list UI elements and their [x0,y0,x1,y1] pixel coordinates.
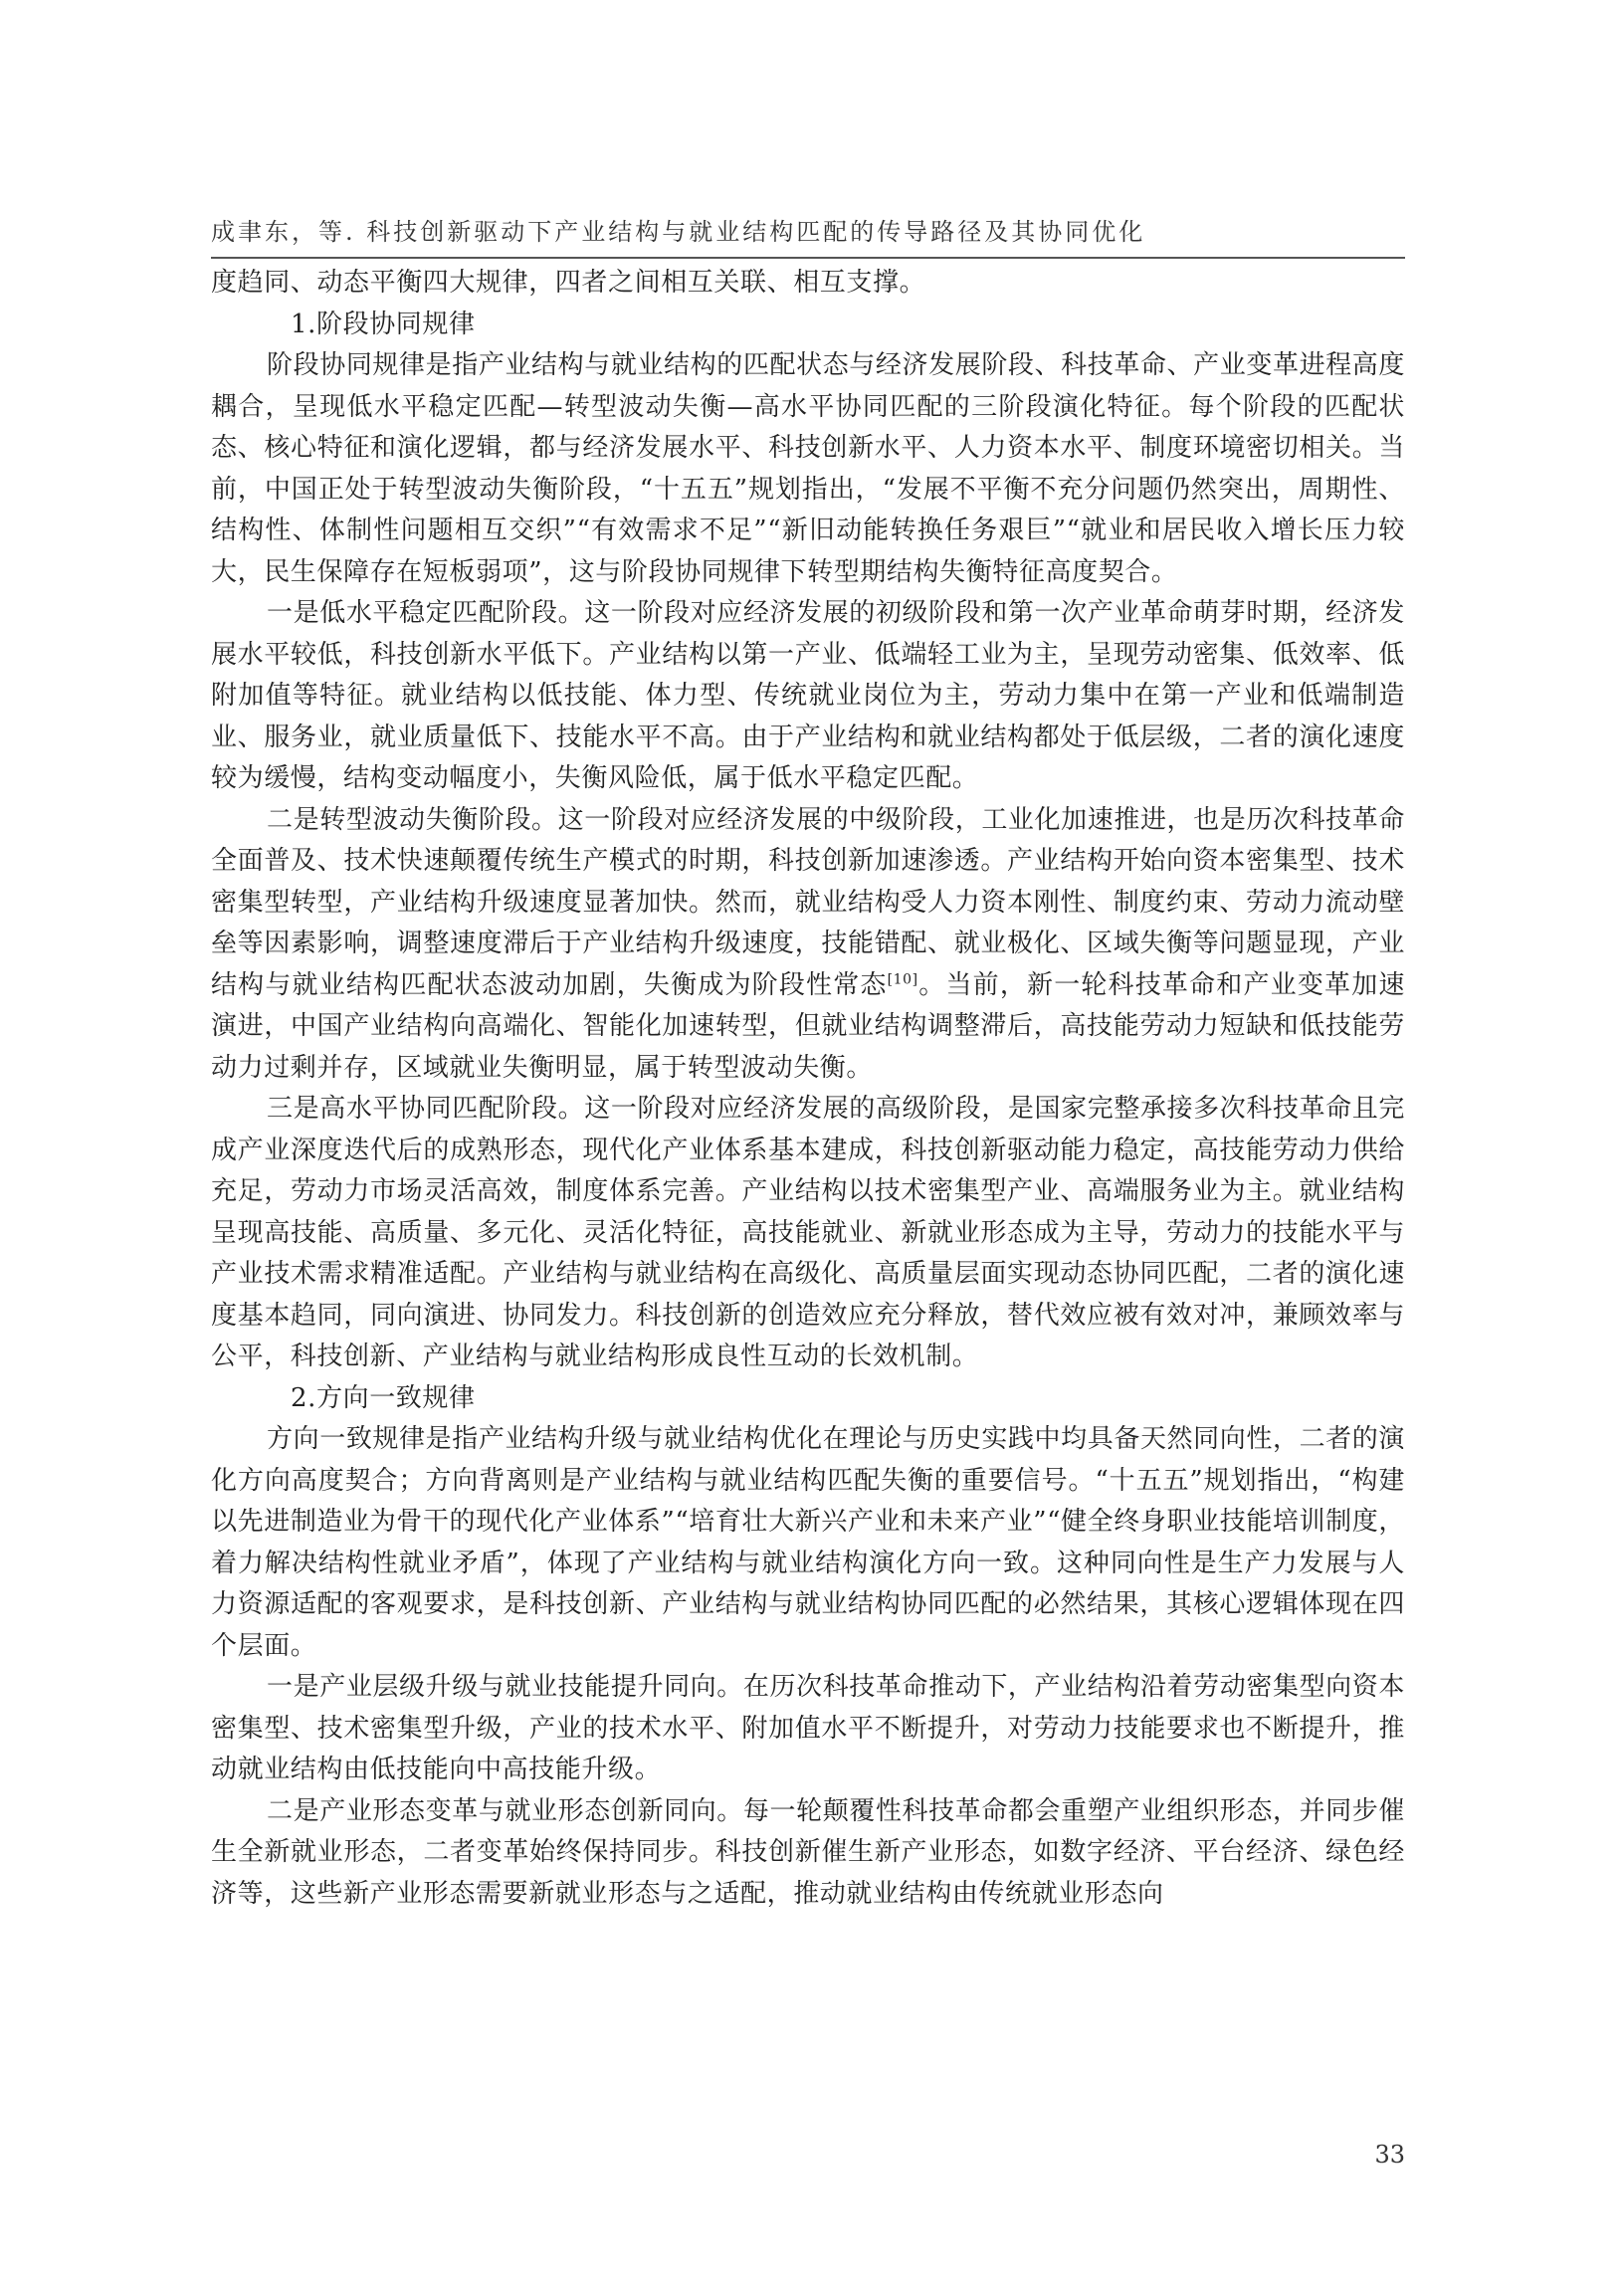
paragraph: 一是产业层级升级与就业技能提升同向。在历次科技革命推动下，产业结构沿着劳动密集型向资本密集型、技术密集型升级，产业的技术水平、附加值水平不断提升，对劳动力技能要求也不断提升，推动就业结构由低技能向中高技能升级。 [211,1672,1405,1784]
header-rule [211,257,1405,259]
paragraph-continuation: 度趋同、动态平衡四大规律，四者之间相互关联、相互支撑。 [211,268,926,298]
paragraph-with-citation [211,800,1405,1090]
paragraph: 一是低水平稳定匹配阶段。这一阶段对应经济发展的初级阶段和第一次产业革命萌芽时期，经济发展水平较低，科技创新水平低下。产业结构以第一产业、低端轻工业为主，呈现劳动密集、低效率、低附加值等特征。就业结构以低技能、体力型、传统就业岗位为主，劳动力集中在第一产业和低端制造业、服务业，就业质量低下、技能水平不高。由于产业结构和就业结构都处于低层级，二者的演化速度较为缓慢，结构变动幅度小，失衡风险低，属于低水平稳定匹配。 [211,598,1405,793]
section-heading-stage-synergy: 1.阶段协同规律 [291,309,476,339]
paragraph: 阶段协同规律是指产业结构与就业结构的匹配状态与经济发展阶段、科技革命、产业变革进程高度耦合，呈现低水平稳定匹配—转型波动失衡—高水平协同匹配的三阶段演化特征。每个阶段的匹配状态、核心特征和演化逻辑，都与经济发展水平、科技创新水平、人力资本水平、制度环境密切相关。当前，中国正处于转型波动失衡阶段，“十五五”规划指出，“发展不平衡不充分问题仍然突出，周期性、结构性、体制性问题相互交织”“有效需求不足”“新旧动能转换任务艰巨”“就业和居民收入增长压力较大，民生保障存在短板弱项”，这与阶段协同规律下转型期结构失衡特征高度契合。 [211,350,1405,587]
paragraph: 二是产业形态变革与就业形态创新同向。每一轮颠覆性科技革命都会重塑产业组织形态，并同步催生全新就业形态，二者变革始终保持同步。科技创新催生新产业形态，如数字经济、平台经济、绿色经济等，这些新产业形态需要新就业形态与之适配，推动就业结构由传统就业形态向 [211,1795,1405,1909]
citation-ref: [10] [887,970,918,987]
paragraph-text: 二是转型波动失衡阶段。这一阶段对应经济发展的中级阶段，工业化加速推进，也是历次科技革命全面普及、技术快速颠覆传统生产模式的时期，科技创新加速渗透。产业结构开始向资本密集型、技术密集型转型，产业结构升级速度显著加快。然而，就业结构受人力资本刚性、制度约束、劳动力流动壁垒等因素影响，调整速度滞后于产业结构升级速度，技能错配、就业极化、区域失衡等问题显现，产业结构与就业结构匹配状态波动加剧，失衡成为阶段性常态 [211,804,1405,1000]
paragraph: 三是高水平协同匹配阶段。这一阶段对应经济发展的高级阶段，是国家完整承接多次科技革命且完成产业深度迭代后的成熟形态，现代化产业体系基本建成，科技创新驱动能力稳定，高技能劳动力供给充足，劳动力市场灵活高效，制度体系完善。产业结构以技术密集型产业、高端服务业为主。就业结构呈现高技能、高质量、多元化、灵活化特征，高技能就业、新就业形态成为主导，劳动力的技能水平与产业技术需求精准适配。产业结构与就业结构在高级化、高质量层面实现动态协同匹配，二者的演化速度基本趋同，同向演进、协同发力。科技创新的创造效应充分释放，替代效应被有效对冲，兼顾效率与公平，科技创新、产业结构与就业结构形成良性互动的长效机制。 [211,1094,1405,1371]
section-heading-direction-consistency: 2.方向一致规律 [291,1382,476,1413]
paragraph: 方向一致规律是指产业结构升级与就业结构优化在理论与历史实践中均具备天然同向性，二者的演化方向高度契合；方向背离则是产业结构与就业结构匹配失衡的重要信号。“十五五”规划指出，“构建以先进制造业为骨干的现代化产业体系”“培育壮大新兴产业和未来产业”“健全终身职业技能培训制度，着力解决结构性就业矛盾”，体现了产业结构与就业结构演化方向一致。这种同向性是生产力发展与人力资源适配的客观要求，是科技创新、产业结构与就业结构协同匹配的必然结果，其核心逻辑体现在四个层面。 [211,1424,1405,1661]
paragraph-text: 。当前，新一轮科技革命和产业变革加速演进，中国产业结构向高端化、智能化加速转型，但就业结构调整滞后，高技能劳动力短缺和低技能劳动力过剩并存，区域就业失衡明显，属于转型波动失衡。 [211,969,1405,1083]
running-header: 成聿东，等. 科技创新驱动下产业结构与就业结构匹配的传导路径及其协同优化 [211,218,1146,246]
page-number: 33 [1374,2141,1405,2169]
article-body [211,263,1405,1915]
